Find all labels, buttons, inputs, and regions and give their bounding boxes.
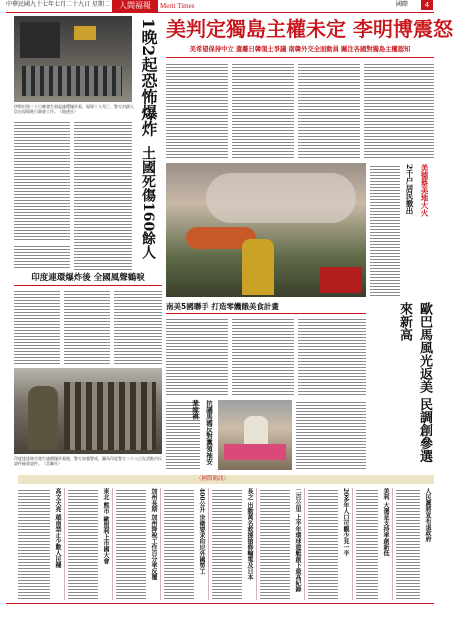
brief-text-5 xyxy=(212,488,242,600)
brief-text-8 xyxy=(356,488,378,600)
photo-firefighters xyxy=(242,239,274,295)
brief-item-1: 高文天亮 越南禁止少數人民種 xyxy=(54,488,61,569)
brief-col-rule-4 xyxy=(208,488,209,600)
photo-vehicle xyxy=(74,26,96,40)
india-article-text-upper-2 xyxy=(74,120,132,270)
protest-text xyxy=(296,400,366,470)
top-photo-caption: 伊斯坦堡三十日晚發生兩起連環爆炸案，現場十人死亡，警方封鎖人員在現場進行調查工作。（路透社） xyxy=(14,104,134,114)
south-america-text-3 xyxy=(298,317,366,397)
brief-text-9 xyxy=(396,488,420,600)
india-article-text-upper xyxy=(14,120,70,240)
photo-smoke xyxy=(206,173,356,223)
brief-col-rule-7 xyxy=(352,488,353,600)
photo-crowd-lower xyxy=(64,382,156,450)
photo-banner xyxy=(224,444,286,460)
brief-col-rule-3 xyxy=(160,488,161,600)
brief-item-5: 長之 出動萬名救援搶修輸電及日本 xyxy=(246,488,253,581)
south-america-text-2 xyxy=(232,317,294,397)
fire-headline-red: 美德蔡美地大火 xyxy=(420,164,429,217)
photo-crowd xyxy=(22,66,122,96)
brief-item-4: 400公升 世衛要求印尼外國勞工 xyxy=(198,488,205,575)
brief-item-2: 東北 熊市 歐盟利上市國大會 xyxy=(102,488,109,565)
brief-text-1 xyxy=(18,488,50,600)
brief-text-2 xyxy=(68,488,98,600)
brief-col-rule-1 xyxy=(64,488,65,600)
brief-text-6 xyxy=(260,488,290,600)
briefs-band-label: 〈國際簡訊〉 xyxy=(196,476,230,482)
footer-rule xyxy=(6,603,434,604)
logo-english: Merit Times xyxy=(160,2,195,10)
india-police-photo xyxy=(14,368,162,454)
photo-building xyxy=(20,22,60,58)
photo-truck xyxy=(320,267,362,293)
south-america-headline: 南美5國聯手 打造零饑餓美食計畫 xyxy=(166,302,279,311)
india-section-headline: 印度連環爆炸後 全國風聲鶴唳 xyxy=(31,273,145,283)
brief-item-8: 美利 大選是支持率創新低 xyxy=(382,488,389,557)
page-number: 4 xyxy=(421,0,433,10)
lead-head-rule xyxy=(166,57,434,58)
brief-item-3: 加州長期 加州降稅工作百分率反覆 xyxy=(150,488,157,581)
brief-col-rule-6 xyxy=(304,488,305,600)
south-america-text-1 xyxy=(166,317,228,397)
malaysia-vertical-head: 抗議馬國反對黨領袖安華嫁禍 xyxy=(191,400,213,465)
lead-headline: 美判定獨島主權未定 李明博震怒 xyxy=(166,17,453,41)
india-article-text-lower-2 xyxy=(64,289,110,365)
lead-article-col-1 xyxy=(166,62,228,160)
protest-photo xyxy=(218,400,292,470)
lead-article-col-3 xyxy=(298,62,360,160)
brief-text-3 xyxy=(116,488,146,600)
india-head-rule xyxy=(14,285,162,286)
bottom-photo-caption: 印度達達林市發生連續爆炸案後，警方加強警戒，圖為印度警方二十八日在清點市民證件檢查證件。（美聯社） xyxy=(14,456,162,466)
brief-col-rule-8 xyxy=(392,488,393,600)
headline-casualties: 土國死傷160餘人 xyxy=(140,146,156,260)
brief-item-6: 二百公里 上半年環球遊艇創下最高紀錄 xyxy=(294,488,301,593)
lead-article-col-4 xyxy=(364,62,434,160)
fire-article-text xyxy=(370,164,400,298)
masthead-logo[interactable] xyxy=(112,0,217,12)
header-rule xyxy=(6,12,434,13)
issue-date: 中華民國九十七年七月二十九日 星期二 xyxy=(6,1,110,8)
brief-col-rule-2 xyxy=(112,488,113,600)
brief-item-9: 人民黨將宣布退政府 xyxy=(424,488,431,542)
wildfire-photo xyxy=(166,163,366,297)
south-america-head-rule xyxy=(166,313,366,314)
india-article-text-lower-3 xyxy=(114,289,162,365)
india-article-text-lower-1 xyxy=(14,289,60,365)
lead-subheadline: 美希望保持中立 遣離日韓領土爭議 南韓外交全面動員 關注各國對獨島主權認知 xyxy=(189,46,411,53)
obama-headline: 歐巴馬風光返美 民調創參選來新高 xyxy=(397,302,432,463)
lead-article-col-2 xyxy=(232,62,294,160)
brief-item-7: 20多年人口可觀少見一半 xyxy=(342,488,349,557)
brief-text-4 xyxy=(164,488,194,600)
headline-two-blasts: 1晚2起恐怖爆炸 xyxy=(139,18,158,137)
page-header xyxy=(0,0,440,12)
logo-chinese: 人間福報 xyxy=(112,0,158,12)
brief-text-7 xyxy=(308,488,338,600)
fire-headline-evacuation: 2千户居民撤出 xyxy=(405,164,414,215)
brief-col-rule-5 xyxy=(256,488,257,600)
istanbul-blast-photo xyxy=(14,16,132,102)
india-article-text-upper-3 xyxy=(14,244,70,270)
photo-officer xyxy=(28,386,58,450)
section-name: 國際 xyxy=(396,1,409,8)
